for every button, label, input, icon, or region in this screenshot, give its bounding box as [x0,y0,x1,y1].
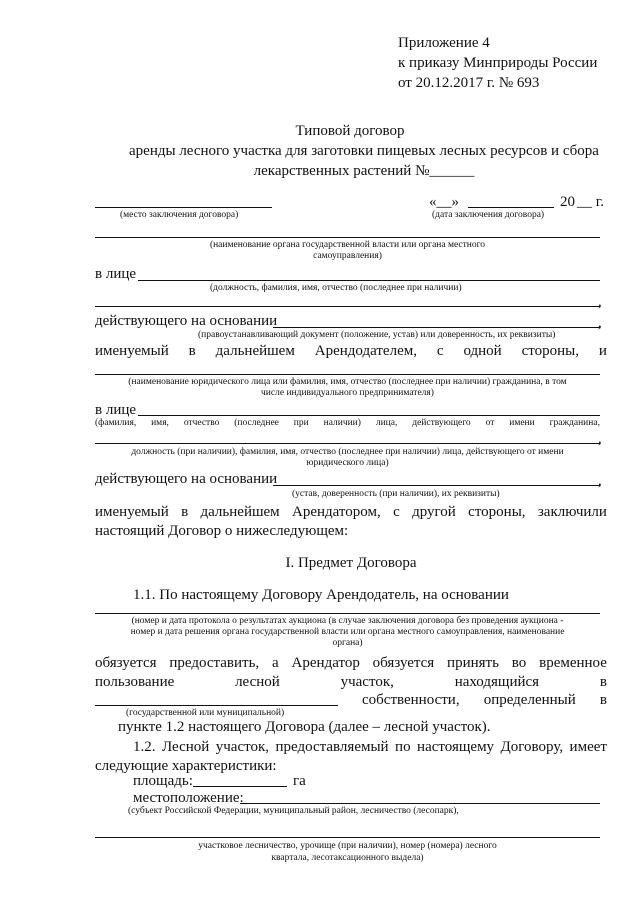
lessor-basis-field[interactable] [273,327,600,328]
date-year-prefix: 20 [560,194,575,210]
authority-caption-2: самоуправления) [313,251,382,261]
lessor-position-caption: (должность, фамилия, имя, отчество (последнее при наличии) [210,283,462,293]
lessor-person-field[interactable] [138,280,600,281]
forestry-field[interactable] [95,837,600,838]
lessee-named-line: именуемый в дальнейшем Арендатором, с другой стороны, заключили [95,504,607,520]
order-reference: к приказу Минприроды России [398,55,598,71]
place-caption: (место заключения договора) [120,210,239,220]
lessee-basis-caption: (устав, доверенность (при наличии), их реквизиты) [292,489,500,499]
forestry-caption-2: квартала, лесотаксационного выдела) [271,853,424,863]
in-person-label: в лице [95,266,137,282]
comma: , [598,473,602,489]
protocol-caption-2: номер и дата решения органа государственной власти или органа местного самоуправления, наименование [130,627,565,637]
comma: , [598,431,602,447]
location-field[interactable] [240,803,600,804]
acting-basis-label: действующего на основании [95,313,278,329]
clause-1-1-end: пункте 1.2 настоящего Договора (далее – лесной участок). [118,719,491,735]
lessee-named-line-2: настоящий Договор о нижеследующем: [95,523,349,539]
protocol-field[interactable] [95,613,600,614]
lessor-person-field-2[interactable] [95,306,600,307]
in-person-label: в лице [95,402,137,418]
clause-1-2: 1.2. Лесной участок, предоставляемый по настоящему Договору, имеет [133,739,607,755]
lessee-position-caption: должность (при наличии), фамилия, имя, отчество (последнее при наличии) лица, действующего от имени [131,447,564,457]
location-caption: (субъект Российской Федерации, муниципальный район, лесничество (лесопарк), [128,806,459,816]
forestry-caption: участковое лесничество, урочище (при наличии), номер (номера) лесного [198,841,497,851]
area-label: площадь: [133,773,193,789]
section-heading: I. Предмет Договора [285,555,417,571]
lessee-name-caption-2: числе индивидуального предпринимателя) [261,388,434,398]
authority-field[interactable] [95,237,600,238]
date-month-field[interactable] [468,207,554,208]
lessee-position-caption-2: юридического лица) [306,458,389,468]
comma: , [598,315,602,331]
obligation-line: обязуется предоставить, а Арендатор обязуется принять во временное [95,655,607,671]
protocol-caption: (номер и дата протокола о результатах аукциона (в случае заключения договора без проведения аукциона - [131,616,564,626]
area-unit: га [293,773,306,789]
ownership-caption: (государственной или муниципальной) [126,708,285,718]
usage-line: пользование лесной участок, находящийся в [95,674,607,690]
date-day: «__» [429,194,459,210]
order-date: от 20.12.2017 г. № 693 [398,75,540,91]
acting-basis-label: действующего на основании [95,471,278,487]
appendix-label: Приложение 4 [398,35,490,51]
lessee-name-caption: (наименование юридического лица или фамилия, имя, отчество (последнее при наличии) гражданина, в том [128,377,567,387]
clause-1-1: 1.1. По настоящему Договору Арендодатель, на основании [133,587,509,603]
lessor-named-line: именуемый в дальнейшем Арендодателем, с одной стороны, и [95,343,607,359]
lessee-basis-field[interactable] [273,485,600,486]
date-caption: (дата заключения договора) [432,210,545,220]
location-label: местоположение: [133,790,244,806]
lessee-person-field[interactable] [138,415,600,416]
doc-title: Типовой договор [295,123,405,139]
lessor-basis-caption: (правоустанавливающий документ (положение, устав) или доверенность, их реквизиты) [198,330,556,340]
date-year-suffix: __ г. [577,194,604,210]
doc-title-line3: лекарственных растений №______ [253,163,475,179]
ownership-field[interactable] [95,705,338,706]
clause-1-2-line2: следующие характеристики: [95,758,277,774]
doc-title-line2: аренды лесного участка для заготовки пищевых лесных ресурсов и сбора [129,143,599,159]
area-field[interactable] [193,786,287,787]
authority-caption: (наименование органа государственной власти или органа местного [209,240,486,250]
place-field[interactable] [95,207,272,208]
ownership-line: собственности, определенный в [362,692,607,708]
lessee-person-field-2[interactable] [95,443,600,444]
lessee-name-field[interactable] [95,374,600,375]
comma: , [598,294,602,310]
lessee-fio-caption: (фамилия, имя, отчество (последнее при наличии) лица, действующего от имени гражданина, [95,418,600,428]
protocol-caption-3: органа) [332,638,363,648]
